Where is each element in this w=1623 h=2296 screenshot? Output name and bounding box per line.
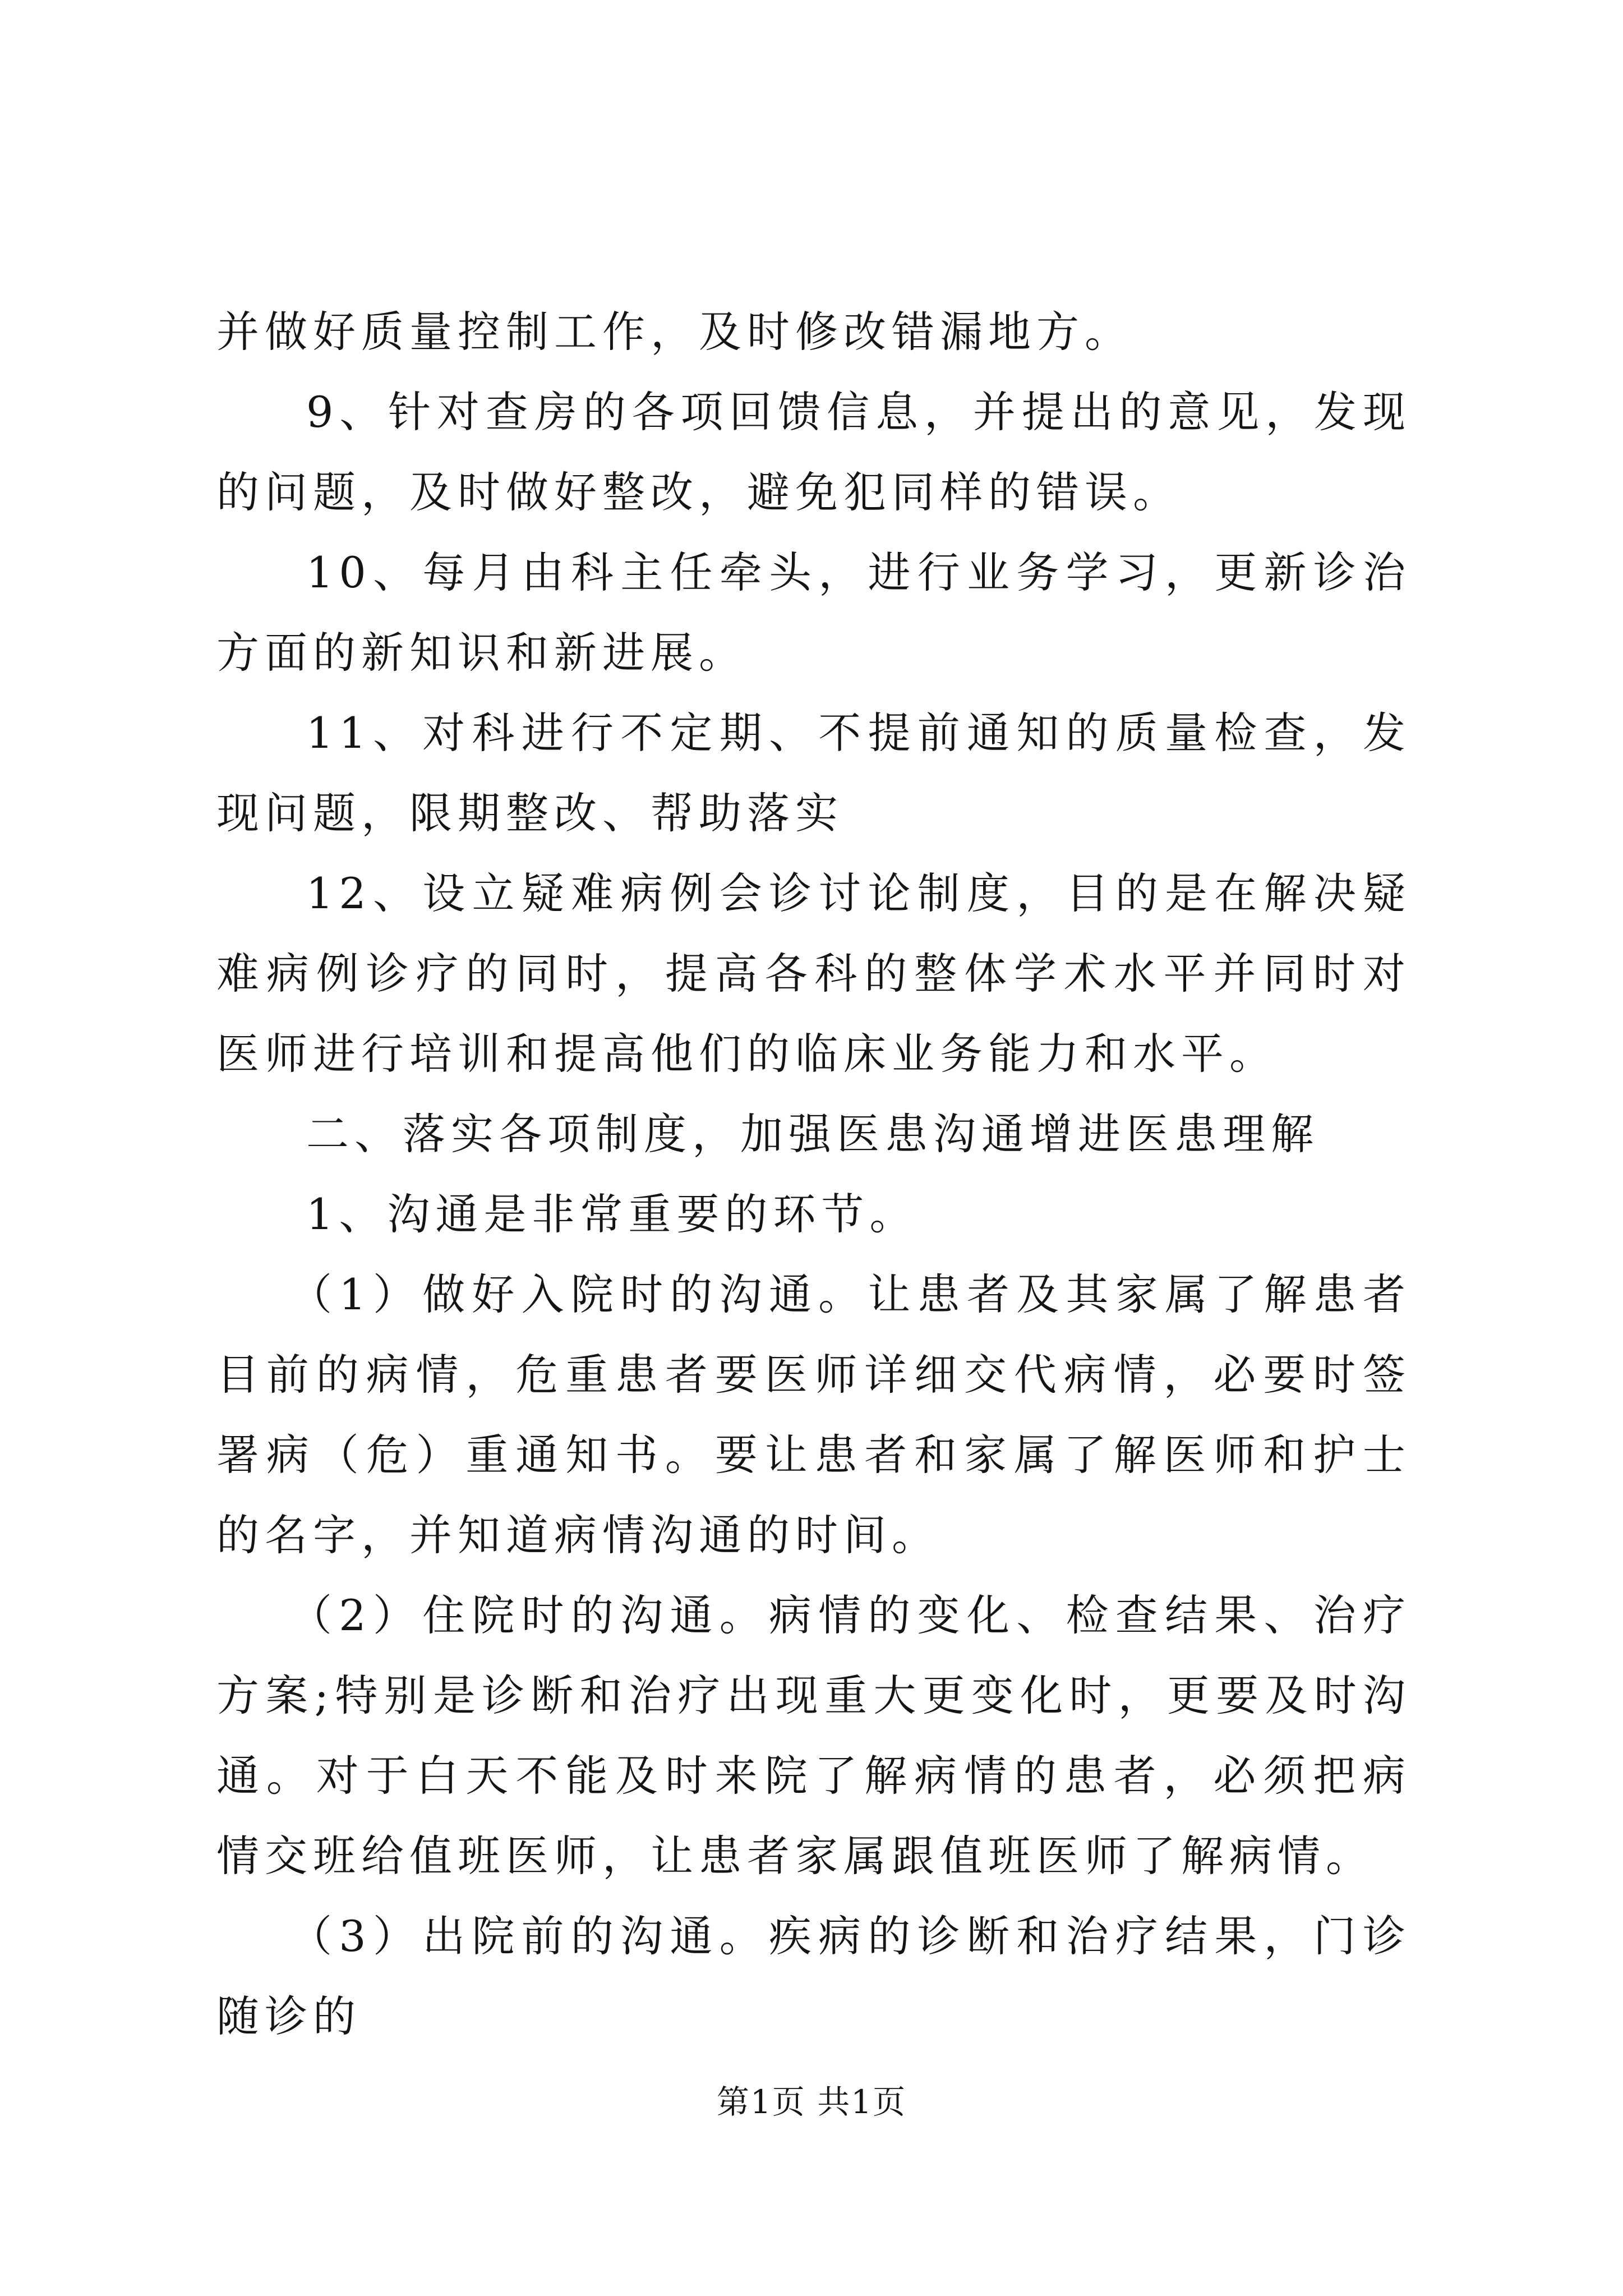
paragraph-item-10: 10、每月由科主任牵头，进行业务学习，更新诊治方面的新知识和新进展。 xyxy=(216,547,1411,678)
paragraph-sub-1: （1）做好入院时的沟通。让患者及其家属了解患者目前的病情，危重患者要医师详细交代病情，必要时签署病（危）重通知书。要让患者和家属了解医师和护士的名字，并知道病情沟通的时间。 xyxy=(216,1269,1411,1560)
paragraph-continuation: 并做好质量控制工作，及时修改错漏地方。 xyxy=(216,307,1133,357)
section-heading-2: 二、落实各项制度，加强医患沟通增进医患理解 xyxy=(306,1109,1319,1159)
paragraph-sub-3: （3）出院前的沟通。疾病的诊断和治疗结果，门诊随诊的 xyxy=(216,1911,1411,2041)
paragraph-item-12: 12、设立疑难病例会诊讨论制度，目的是在解决疑难病例诊疗的同时，提高各科的整体学术水平并同时对医师进行培训和提高他们的临床业务能力和水平。 xyxy=(216,868,1411,1079)
subsection-heading-1: 1、沟通是非常重要的环节。 xyxy=(306,1189,918,1239)
paragraph-sub-2: （2）住院时的沟通。病情的变化、检查结果、治疗方案;特别是诊断和治疗出现重大更变化时，更要及时沟通。对于白天不能及时来院了解病情的患者，必须把病情交班给值班医师，让患者家属跟值班医师了解病情。 xyxy=(216,1590,1411,1881)
paragraph-item-11: 11、对科进行不定期、不提前通知的质量检查，发现问题，限期整改、帮助落实 xyxy=(216,708,1411,838)
page-footer: 第1页 共1页 xyxy=(716,2083,907,2121)
document-body xyxy=(216,292,1411,2056)
paragraph-item-9: 9、针对查房的各项回馈信息，并提出的意见，发现的问题，及时做好整改，避免犯同样的错误。 xyxy=(216,387,1411,517)
